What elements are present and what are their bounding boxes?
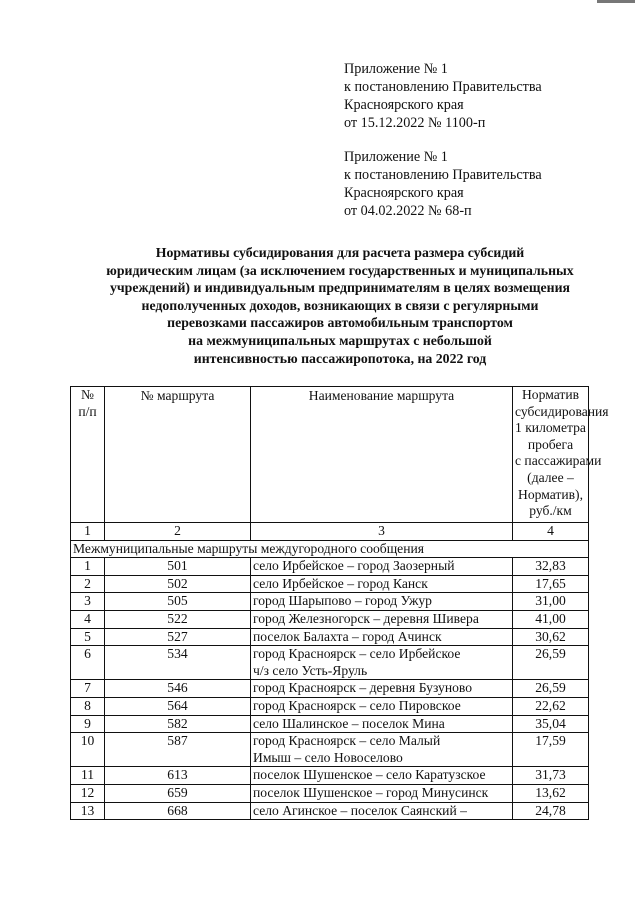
subsidy-rate: 31,00	[513, 593, 589, 611]
table-row	[71, 575, 589, 593]
appendix-current-line: Приложение № 1	[344, 61, 448, 77]
route-name-line: поселок Шушенское – город Минусинск	[253, 784, 489, 800]
title-line: перевозками пассажиров автомобильным транспортом	[167, 315, 513, 331]
row-number: 2	[71, 575, 105, 593]
column-number: 3	[251, 523, 513, 541]
route-name	[251, 802, 513, 820]
column-number: 4	[513, 523, 589, 541]
route-number: 527	[105, 628, 251, 646]
subsidy-rate: 26,59	[513, 646, 589, 680]
row-number: 7	[71, 680, 105, 698]
row-number: 10	[71, 733, 105, 767]
route-name-line: село Шалинское – поселок Мина	[253, 715, 445, 731]
title-line: учреждений) и индивидуальным предпринимателям в целях возмещения	[109, 280, 571, 296]
header-name: Наименование маршрута	[251, 387, 513, 523]
appendix-current-line: от 15.12.2022 № 1100-п	[344, 115, 486, 131]
row-number: 11	[71, 767, 105, 785]
appendix-original-line: от 04.02.2022 № 68-п	[344, 203, 472, 219]
appendix-current-line: Красноярского края	[344, 97, 464, 113]
subsidy-rate: 26,59	[513, 680, 589, 698]
appendix-original-line: Красноярского края	[344, 185, 464, 201]
row-number: 12	[71, 784, 105, 802]
route-number: 534	[105, 646, 251, 680]
column-number: 2	[105, 523, 251, 541]
route-name	[251, 575, 513, 593]
title-line: Нормативы субсидирования для расчета размера субсидий	[155, 245, 525, 260]
route-number: 501	[105, 558, 251, 576]
subsidy-rate: 13,62	[513, 784, 589, 802]
column-number: 1	[71, 523, 105, 541]
title-line: интенсивностью пассажиропотока, на 2022 год	[193, 350, 487, 366]
appendix-current	[344, 60, 634, 132]
table-row	[71, 610, 589, 628]
title-line: недополученных доходов, возникающих в связи с регулярными	[141, 297, 539, 313]
route-name	[251, 784, 513, 802]
row-number: 6	[71, 646, 105, 680]
title-line: на межмуниципальных маршрутах с небольшой	[188, 332, 492, 348]
table-header-row	[71, 387, 589, 523]
section-title: Межмуниципальные маршруты междугородного сообщения	[71, 540, 589, 558]
route-name-line: село Агинское – поселок Саянский –	[253, 802, 467, 818]
route-number: 613	[105, 767, 251, 785]
title-line: юридическим лицам (за исключением государственных и муниципальных	[106, 262, 574, 278]
column-number-row	[71, 523, 589, 541]
subsidy-norms-table	[70, 386, 609, 820]
table-row	[71, 767, 589, 785]
route-name	[251, 767, 513, 785]
route-number: 546	[105, 680, 251, 698]
route-name	[251, 697, 513, 715]
subsidy-rate: 17,65	[513, 575, 589, 593]
table-row	[71, 628, 589, 646]
route-name-line: поселок Балахта – город Ачинск	[253, 628, 442, 644]
subsidy-rate: 41,00	[513, 610, 589, 628]
row-number: 13	[71, 802, 105, 820]
table-row	[71, 680, 589, 698]
table-row	[71, 715, 589, 733]
route-name	[251, 646, 513, 680]
row-number: 1	[71, 558, 105, 576]
row-number: 4	[71, 610, 105, 628]
appendix-original-line: к постановлению Правительства	[344, 167, 542, 183]
subsidy-rate: 22,62	[513, 697, 589, 715]
route-name-line: город Красноярск – деревня Бузуново	[253, 680, 473, 696]
route-number: 505	[105, 593, 251, 611]
table-row	[71, 593, 589, 611]
header-rate: Норматив субсидирования 1 километра пробега с пассажирами (далее – Норматив), руб./км	[513, 387, 589, 523]
subsidy-rate: 24,78	[513, 802, 589, 820]
route-number: 522	[105, 610, 251, 628]
row-number: 5	[71, 628, 105, 646]
table-row	[71, 646, 589, 680]
route-number: 587	[105, 733, 251, 767]
appendix-original	[344, 148, 634, 220]
table-row	[71, 558, 589, 576]
header-num: № п/п	[71, 387, 105, 523]
scan-edge-mark	[597, 0, 635, 3]
route-name	[251, 610, 513, 628]
route-number: 502	[105, 575, 251, 593]
header-route: № маршрута	[105, 387, 251, 523]
section-row	[71, 540, 589, 558]
table-row	[71, 697, 589, 715]
route-name-line: город Красноярск – село Малый	[253, 733, 441, 749]
route-name	[251, 593, 513, 611]
row-number: 9	[71, 715, 105, 733]
document-title	[60, 244, 620, 367]
route-name-line: село Ирбейское – город Заозерный	[253, 558, 455, 574]
route-name	[251, 715, 513, 733]
route-name-line: город Шарыпово – город Ужур	[253, 593, 432, 609]
route-name-line: Имыш – село Новоселово	[253, 749, 403, 765]
table-row	[71, 802, 589, 820]
route-name-line: город Железногорск – деревня Шивера	[253, 610, 479, 626]
appendix-current-line: к постановлению Правительства	[344, 79, 542, 95]
route-number: 659	[105, 784, 251, 802]
route-name-line: ч/з село Усть-Яруль	[253, 662, 368, 678]
route-name	[251, 628, 513, 646]
row-number: 3	[71, 593, 105, 611]
route-name-line: село Ирбейское – город Канск	[253, 575, 428, 591]
route-name	[251, 680, 513, 698]
subsidy-rate: 17,59	[513, 733, 589, 767]
appendix-original-line: Приложение № 1	[344, 149, 448, 165]
row-number: 8	[71, 697, 105, 715]
route-name-line: город Красноярск – село Пировское	[253, 697, 461, 713]
table-row	[71, 733, 589, 767]
route-number: 564	[105, 697, 251, 715]
route-name-line: город Красноярск – село Ирбейское	[253, 646, 461, 662]
route-name-line: поселок Шушенское – село Каратузское	[253, 767, 486, 783]
subsidy-rate: 35,04	[513, 715, 589, 733]
route-name	[251, 733, 513, 767]
route-number: 582	[105, 715, 251, 733]
table-row	[71, 784, 589, 802]
subsidy-rate: 32,83	[513, 558, 589, 576]
route-name	[251, 558, 513, 576]
route-number: 668	[105, 802, 251, 820]
subsidy-rate: 31,73	[513, 767, 589, 785]
subsidy-rate: 30,62	[513, 628, 589, 646]
